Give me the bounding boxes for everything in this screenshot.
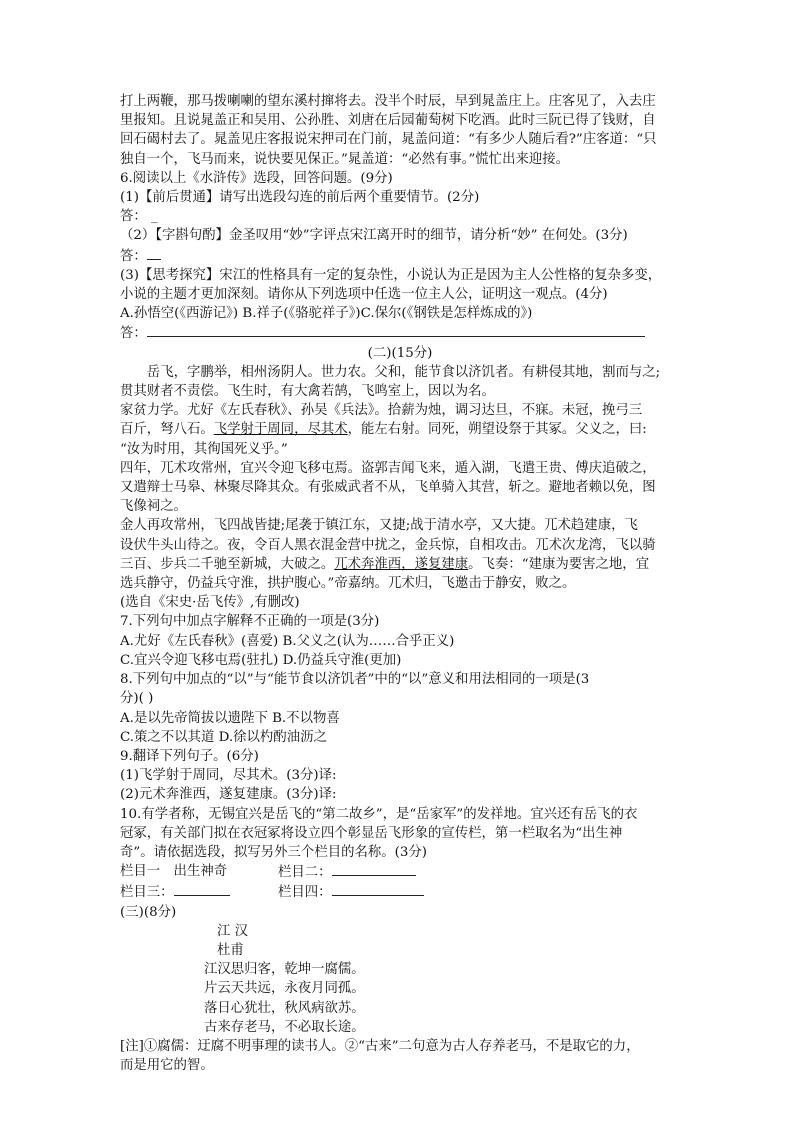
poem-line: 落日心犹壮，秋风病欲苏。	[204, 1000, 365, 1016]
text-line: 独自一个，飞马而来，说快要见保正。”晁盖道：“必然有事。”慌忙出来迎接。	[120, 151, 570, 167]
answer-line-1	[120, 207, 680, 226]
options-line: C.宜兴令迎飞移屯焉(驻扎) D.仍益兵守淮(更加)	[120, 652, 402, 668]
text-line: 家贫力学。尤好《左氏春秋》、孙吴《兵法》。拾薪为烛，调习达旦，不寐。未冠，挽弓三	[120, 403, 643, 419]
section-heading: (三)(8分)	[120, 904, 177, 920]
answer-label: 答：	[120, 326, 147, 342]
text-line: 选兵静守，仍益兵守淮，拱护腹心。”帝嘉纳。兀术归，飞邀击于静安，败之。	[120, 576, 576, 592]
column-2	[278, 862, 416, 882]
question-7	[120, 612, 680, 670]
answer-blank	[147, 246, 161, 260]
question-9	[120, 747, 680, 805]
column-row-1	[120, 862, 680, 882]
passage-shuihu	[120, 92, 680, 169]
answer-line-2	[120, 246, 680, 266]
text-span: 。飞奏：“建康为要害之地，宜	[468, 556, 650, 572]
poem-line: 古来存老马，不必取长途。	[204, 1019, 365, 1035]
column-3	[120, 882, 278, 902]
text-line: 又遣辩士马皋、林聚尽降其众。有张威武者不从，飞单骑入其营，斩之。避地者赖以免，图	[120, 480, 656, 496]
answer-line-3	[120, 323, 680, 343]
question-10	[120, 805, 680, 903]
underlined-sentence: 飞学射于周同，尽其术	[213, 422, 348, 438]
question-stem: 冠冢，有关部门拟在衣冠冢将设立四个彰显岳飞形象的宣传栏，第一栏取名为“出生神	[120, 825, 623, 841]
annotation: [注]①腐儒：迂腐不明事理的读书人。②“古来”二句意为古人存养老马，不是取它的力，	[120, 1038, 640, 1054]
text-span: 三百、步兵二千驰至新城，大破之。	[120, 556, 335, 572]
answer-label: 答：	[120, 209, 147, 225]
annotation: 而是用它的智。	[120, 1058, 214, 1074]
question-stem: 8.下列句中加点的“以”与“能节食以济饥者”中的“以”意义和用法相同的一项是(3	[120, 672, 590, 688]
answer-label: 答：	[120, 248, 147, 264]
text-line: 飞像祠之。	[120, 499, 187, 515]
poem-author: 杜甫	[217, 942, 244, 958]
question-stem: 9.翻译下列句子。(6分)	[120, 748, 259, 764]
question-6	[120, 169, 680, 344]
text-line: 岳飞，字鹏举，相州汤阴人。世力农。父和，能节食以济饥者。有耕侵其地，割而与之;	[146, 364, 661, 380]
text-span: ，能左右射。同死，朔望设祭于其冢。父义之，曰:	[347, 422, 647, 438]
text-line: 设伏牛头山待之。夜，令百人黑衣混金营中扰之，金兵惊，自相攻击。兀术次龙湾，飞以骑	[120, 537, 656, 553]
sub-question-2: （2）【字斟句酌】金圣叹用“妙”字评点宋江离开时的细节，请分析“妙” 在何处。(3分)	[120, 228, 628, 244]
text-line: “汝为时用，其徇国死义乎。”	[120, 441, 288, 457]
source-note: (选自《宋史·岳飞传》,有删改)	[120, 595, 300, 611]
answer-mark: _	[151, 209, 158, 225]
poem-line: 片云天共远，永夜月同孤。	[204, 981, 365, 997]
text-line: 四年，兀术攻常州，宜兴令迎飞移屯焉。盗郭吉闻飞来，遁入湖，飞遣王贵、傅庆追破之，	[120, 460, 656, 476]
options-line: A.孙悟空(《西游记》) B.祥子(《骆驼祥子》)C.保尔(《钢铁是怎样炼成的》)	[120, 306, 533, 322]
text-span: 百斤，弩八石。	[120, 422, 214, 438]
poem	[120, 922, 680, 1037]
question-stem: 6.阅读以上《水浒传》选段，回答问题。(9分)	[120, 170, 393, 186]
question-8	[120, 670, 680, 747]
sub-question-1: (1)飞学射于周同，尽其术。(3分)译:	[120, 768, 337, 784]
answer-blank	[147, 323, 645, 337]
text-line: 贯其财者不责偿。飞生时，有大禽若鹄，飞鸣室上，因以为名。	[120, 384, 495, 400]
question-stem: 分)( )	[120, 691, 154, 707]
column-row-2	[120, 882, 680, 902]
column-2-label: 栏目二：	[278, 865, 332, 881]
options-line: A.是以先帝简拔以遗陛下 B.不以物喜	[120, 710, 340, 726]
sub-question-3a: (3)【思考探究】宋江的性格具有一定的复杂性，小说认为正是因为主人公性格的复杂多变，	[120, 267, 662, 283]
text-line: 回石碣村去了。晁盖见庄客报说宋押司在门前，晁盖问道：“有多少人随后看?”庄客道：“只	[120, 132, 657, 148]
options-line: A.尤好《左氏春秋》(喜爱) B.父义之(认为……合乎正义)	[120, 633, 455, 649]
question-stem: 10.有学者称，无锡宜兴是岳飞的“第二故乡”，是“岳家军”的发祥地。宜兴还有岳飞的衣	[120, 806, 638, 822]
answer-blank	[174, 882, 230, 896]
section-2	[120, 344, 680, 613]
section-3	[120, 903, 680, 1076]
answer-blank	[332, 862, 416, 876]
column-4	[278, 882, 424, 902]
text-line: 里报知。且说晁盖正和吴用、公孙胜、刘唐在后园葡萄树下吃酒。此时三阮已得了钱财，自	[120, 113, 656, 129]
question-stem: 7.下列句中加点字解释不正确的一项是(3分)	[120, 614, 380, 630]
text-line: 金人再攻常州，飞四战皆捷;尾袭于镇江东，又捷;战于清水亭，又大捷。兀术趋建康，飞	[120, 518, 638, 534]
text-line	[120, 555, 680, 574]
underlined-sentence: 兀术奔淮西，遂复建康	[334, 556, 469, 572]
document-page	[120, 92, 680, 1075]
column-1-label: 栏目一 出生神奇	[120, 864, 228, 880]
question-stem: 奇”。请依据选段，拟写另外三个栏目的名称。(3分)	[120, 844, 428, 860]
column-3-label: 栏目三：	[120, 885, 174, 901]
section-heading: (二)(15分)	[367, 345, 433, 361]
options-line: C.策之不以其道 D.徐以杓酌油沥之	[120, 729, 327, 745]
poem-title: 江 汉	[217, 923, 249, 939]
sub-question-3b: 小说的主题才更加深刻。请你从下列选项中任选一位主人公，证明这一观点。(4分)	[120, 287, 608, 303]
sub-question-1: (1)【前后贯通】请写出选段勾连的前后两个重要情节。(2分)	[120, 190, 480, 206]
poem-line: 江汉思归客，乾坤一腐儒。	[204, 962, 365, 978]
column-4-label: 栏目四：	[278, 885, 332, 901]
sub-question-2: (2)元术奔淮西，遂复建康。(3分)译:	[120, 787, 337, 803]
text-line	[120, 420, 680, 439]
answer-blank	[332, 882, 424, 896]
text-line: 打上两鞭，那马拨喇喇的望东溪村撺将去。没半个时辰，早到晁盖庄上。庄客见了，入去庄	[120, 94, 656, 109]
